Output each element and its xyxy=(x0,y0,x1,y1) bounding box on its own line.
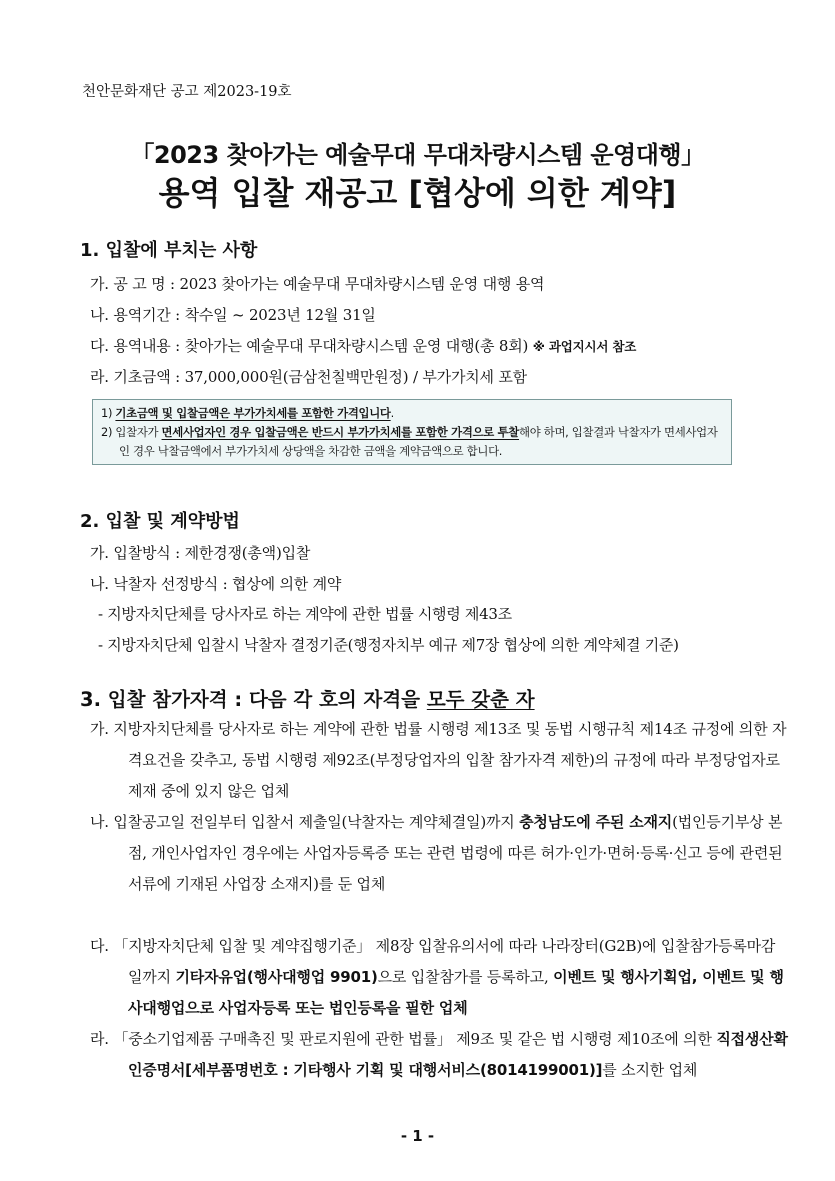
notice-number: 천안문화재단 공고 제2023-19호 xyxy=(82,84,292,100)
section2-item-bid-method: 가. 입찰방식 : 제한경쟁(총액)입찰 xyxy=(90,544,311,562)
section3-heading: 3. 입찰 참가자격 : 다음 각 호의 자격을 모두 갖춘 자 xyxy=(80,688,535,711)
item-label: 다. 용역내용 : xyxy=(90,337,185,355)
section1-item-title xyxy=(90,273,544,294)
item-note: ※ 과업지시서 참조 xyxy=(532,339,637,354)
item-value: 착수일 ~ 2023년 12월 31일 xyxy=(184,306,376,324)
section3-item-da: 다. 「지방자치단체 입찰 및 계약집행기준」 제8장 입찰유의서에 따라 나라장터(G2B)에 입찰참가등록마감일까지 기타자유업(행사대행업 9901)으로 입찰참가를 등록하고, 이벤트 및 행사기획업, 이벤트 및 행사대행업으로 사업자등록 또는 법인등록을 필한 업체 xyxy=(90,937,784,1017)
document-title-line1: 「2023 찾아가는 예술무대 무대차량시스템 운영대행」 xyxy=(130,141,705,169)
section2-sub-criteria: - 지방자치단체 입찰시 낙찰자 결정기준(행정자치부 예규 제7장 협상에 의한 계약체결 기준) xyxy=(98,636,679,654)
section1-heading: 1. 입찰에 부치는 사항 xyxy=(80,240,258,261)
note-2: 2) 입찰자가 면세사업자인 경우 입찰금액은 반드시 부가가치세를 포함한 가격으로 투찰해야 하며, 입찰결과 낙찰자가 면세사업자인 경우 낙찰금액에서 부가가치세 상당액을 차감한 금액을 계약금액으로 합니다. xyxy=(101,425,718,458)
item-label: 가. 공 고 명 : xyxy=(90,275,180,293)
section3-item-ga: 가. 지방자치단체를 당사자로 하는 계약에 관한 법률 시행령 제13조 및 동법 시행규칙 제14조 규정에 의한 자격요건을 갖추고, 동법 시행령 제92조(부정당업자의 입찰 참가자격 제한)의 규정에 따라 부정당업자로 제재 중에 있지 않은 업체 xyxy=(90,720,787,800)
section2-item-selection-method: 나. 낙찰자 선정방식 : 협상에 의한 계약 xyxy=(90,575,342,593)
note-1: 1) 기초금액 및 입찰금액은 부가가치세를 포함한 가격입니다. xyxy=(101,406,394,420)
section1-item-period xyxy=(90,304,376,325)
page-number: - 1 - xyxy=(400,1127,435,1145)
section1-item-content xyxy=(90,335,636,356)
document-title-line2: 용역 입찰 재공고 [협상에 의한 계약] xyxy=(158,174,677,212)
section2-sub-law: - 지방자치단체를 당사자로 하는 계약에 관한 법률 시행령 제43조 xyxy=(98,605,512,623)
item-value: 2023 찾아가는 예술무대 무대차량시스템 운영 대행 용역 xyxy=(179,275,545,293)
section2-heading: 2. 입찰 및 계약방법 xyxy=(80,511,240,532)
price-notes-box xyxy=(92,399,732,465)
section3-item-na: 나. 입찰공고일 전일부터 입찰서 제출일(낙찰자는 계약체결일)까지 충청남도에 주된 소재지(법인등기부상 본점, 개인사업자인 경우에는 사업자등록증 또는 관련 법령에 따른 허가·인가·면허·등록·신고 등에 관련된 서류에 기재된 사업장 소재지)를 둔 업체 xyxy=(90,813,783,893)
section3-item-ra: 라. 「중소기업제품 구매촉진 및 판로지원에 관한 법률」 제9조 및 같은 법 시행령 제10조에 의한 직접생산확인증명서[세부품명번호 : 기타행사 기획 및 대행서비스(8014199001)]를 소지한 업체 xyxy=(90,1030,788,1079)
item-value: 37,000,000원(금삼천칠백만원정) / 부가가치세 포함 xyxy=(184,368,527,386)
item-value: 찾아가는 예술무대 무대차량시스템 운영 대행(총 8회) xyxy=(184,337,533,355)
item-label: 라. 기초금액 : xyxy=(90,368,185,386)
section1-item-base-price xyxy=(90,366,527,387)
item-label: 나. 용역기간 : xyxy=(90,306,185,324)
